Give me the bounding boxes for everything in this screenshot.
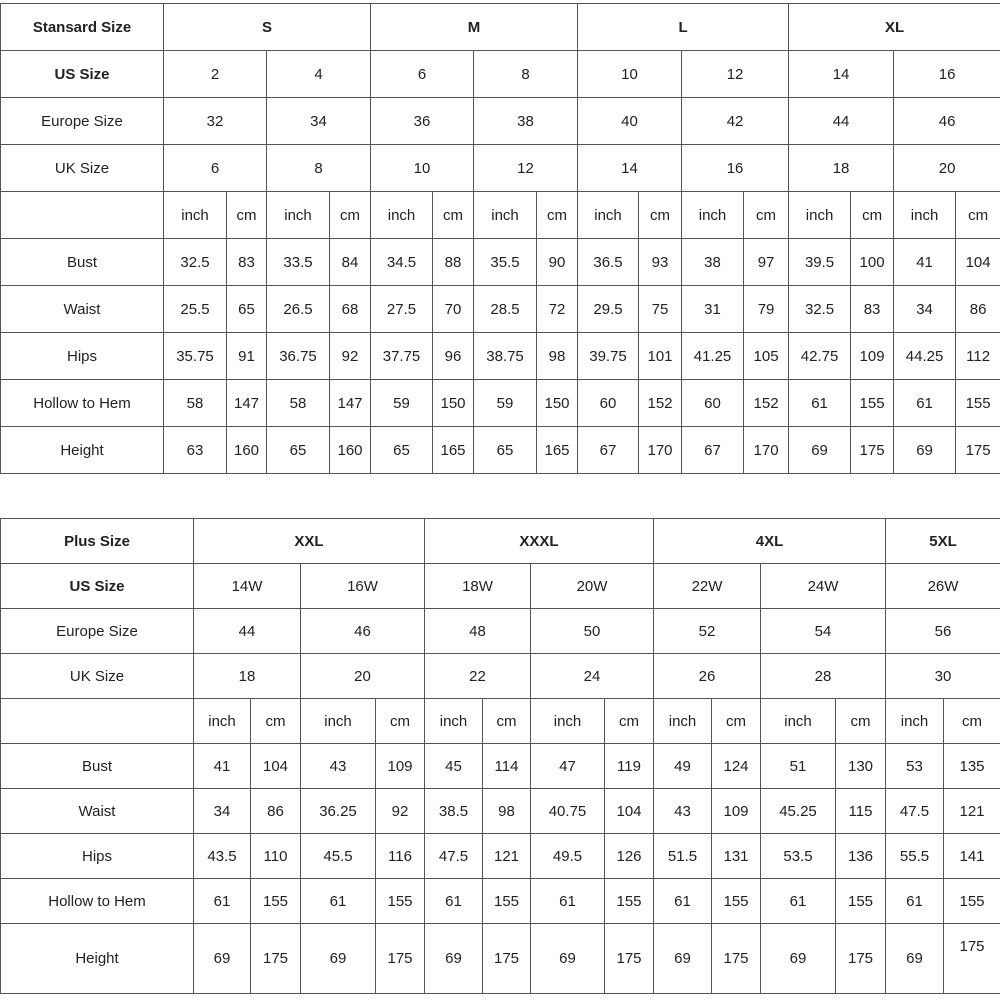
size-value: 14 xyxy=(578,145,682,192)
measurement-row xyxy=(1,924,1000,994)
measurement-value: 34.5 xyxy=(371,239,433,286)
measurement-value: 63 xyxy=(164,427,227,474)
measurement-value: 61 xyxy=(425,879,483,924)
measurement-value: 34 xyxy=(894,286,956,333)
measurement-value: 155 xyxy=(605,879,654,924)
unit-label-cm: cm xyxy=(227,192,267,239)
size-value: 44 xyxy=(789,98,894,145)
measurement-value: 69 xyxy=(301,924,376,994)
size-value: 30 xyxy=(886,654,1000,699)
size-value: 22W xyxy=(654,564,761,609)
units-row xyxy=(1,699,1000,744)
size-value: 56 xyxy=(886,609,1000,654)
row-label: US Size xyxy=(1,51,164,98)
unit-label-cm: cm xyxy=(836,699,886,744)
measurement-label: Hips xyxy=(1,333,164,380)
measurement-value: 47.5 xyxy=(886,789,944,834)
unit-label-inch: inch xyxy=(578,192,639,239)
unit-label-cm: cm xyxy=(712,699,761,744)
size-value: 26W xyxy=(886,564,1000,609)
measurement-value: 91 xyxy=(227,333,267,380)
measurement-value: 35.75 xyxy=(164,333,227,380)
measurement-row xyxy=(1,744,1000,789)
measurement-value: 59 xyxy=(474,380,537,427)
measurement-value: 61 xyxy=(894,380,956,427)
size-group-header: XXL xyxy=(194,519,425,564)
size-row xyxy=(1,145,1000,192)
measurement-value: 98 xyxy=(537,333,578,380)
size-value: 16 xyxy=(894,51,1000,98)
measurement-label: Hollow to Hem xyxy=(1,879,194,924)
size-group-header: XL xyxy=(789,4,1000,51)
row-label: UK Size xyxy=(1,654,194,699)
measurement-value: 26.5 xyxy=(267,286,330,333)
size-value: 38 xyxy=(474,98,578,145)
measurement-value: 175 xyxy=(836,924,886,994)
measurement-value: 51.5 xyxy=(654,834,712,879)
measurement-value: 42.75 xyxy=(789,333,851,380)
measurement-value: 155 xyxy=(851,380,894,427)
unit-label-cm: cm xyxy=(944,699,1000,744)
size-group-header: XXXL xyxy=(425,519,654,564)
size-row xyxy=(1,609,1000,654)
unit-label-cm: cm xyxy=(744,192,789,239)
measurement-value: 75 xyxy=(639,286,682,333)
measurement-value: 45 xyxy=(425,744,483,789)
measurement-value: 67 xyxy=(578,427,639,474)
measurement-value: 155 xyxy=(712,879,761,924)
measurement-value: 32.5 xyxy=(789,286,851,333)
measurement-value: 72 xyxy=(537,286,578,333)
measurement-value: 114 xyxy=(483,744,531,789)
measurement-value: 152 xyxy=(744,380,789,427)
measurement-value: 29.5 xyxy=(578,286,639,333)
measurement-value: 70 xyxy=(433,286,474,333)
size-value: 16W xyxy=(301,564,425,609)
measurement-value: 27.5 xyxy=(371,286,433,333)
measurement-value: 93 xyxy=(639,239,682,286)
size-value: 10 xyxy=(371,145,474,192)
measurement-value: 165 xyxy=(433,427,474,474)
unit-label-inch: inch xyxy=(894,192,956,239)
measurement-value: 147 xyxy=(227,380,267,427)
measurement-value: 43.5 xyxy=(194,834,251,879)
unit-label-cm: cm xyxy=(605,699,654,744)
measurement-value: 53.5 xyxy=(761,834,836,879)
size-value: 12 xyxy=(682,51,789,98)
size-value: 16 xyxy=(682,145,789,192)
measurement-value: 101 xyxy=(639,333,682,380)
size-row xyxy=(1,654,1000,699)
size-row xyxy=(1,98,1000,145)
size-value: 54 xyxy=(761,609,886,654)
unit-label-inch: inch xyxy=(886,699,944,744)
measurement-value: 98 xyxy=(483,789,531,834)
measurement-value: 88 xyxy=(433,239,474,286)
measurement-value: 155 xyxy=(956,380,1000,427)
measurement-value: 69 xyxy=(425,924,483,994)
size-value: 2 xyxy=(164,51,267,98)
measurement-value: 33.5 xyxy=(267,239,330,286)
plus-size-table xyxy=(0,518,1000,994)
measurement-value: 175 xyxy=(251,924,301,994)
measurement-value: 104 xyxy=(251,744,301,789)
size-group-header-row xyxy=(1,4,1000,51)
unit-label-inch: inch xyxy=(761,699,836,744)
measurement-value: 69 xyxy=(789,427,851,474)
measurement-value: 83 xyxy=(851,286,894,333)
measurement-value: 65 xyxy=(371,427,433,474)
size-value: 28 xyxy=(761,654,886,699)
measurement-value: 61 xyxy=(761,879,836,924)
blank-cell xyxy=(1,699,194,744)
measurement-value: 45.25 xyxy=(761,789,836,834)
measurement-value: 155 xyxy=(376,879,425,924)
measurement-value: 68 xyxy=(330,286,371,333)
measurement-value: 130 xyxy=(836,744,886,789)
measurement-value: 121 xyxy=(483,834,531,879)
size-value: 40 xyxy=(578,98,682,145)
measurement-value: 65 xyxy=(474,427,537,474)
measurement-value: 155 xyxy=(944,879,1000,924)
measurement-value: 38 xyxy=(682,239,744,286)
measurement-value: 155 xyxy=(251,879,301,924)
size-value: 20 xyxy=(894,145,1000,192)
unit-label-inch: inch xyxy=(654,699,712,744)
measurement-value: 51 xyxy=(761,744,836,789)
measurement-value: 36.25 xyxy=(301,789,376,834)
measurement-value: 131 xyxy=(712,834,761,879)
measurement-value: 92 xyxy=(330,333,371,380)
unit-label-inch: inch xyxy=(425,699,483,744)
unit-label-cm: cm xyxy=(639,192,682,239)
measurement-value: 175 xyxy=(851,427,894,474)
measurement-value: 36.5 xyxy=(578,239,639,286)
row-label: UK Size xyxy=(1,145,164,192)
size-value: 12 xyxy=(474,145,578,192)
measurement-value: 175 xyxy=(712,924,761,994)
measurement-value: 86 xyxy=(956,286,1000,333)
measurement-value: 32.5 xyxy=(164,239,227,286)
unit-label-inch: inch xyxy=(789,192,851,239)
measurement-label: Waist xyxy=(1,286,164,333)
size-value: 6 xyxy=(371,51,474,98)
unit-label-cm: cm xyxy=(956,192,1000,239)
measurement-value: 86 xyxy=(251,789,301,834)
size-value: 24W xyxy=(761,564,886,609)
measurement-label: Hips xyxy=(1,834,194,879)
measurement-value: 83 xyxy=(227,239,267,286)
measurement-value: 119 xyxy=(605,744,654,789)
measurement-value: 25.5 xyxy=(164,286,227,333)
size-value: 50 xyxy=(531,609,654,654)
size-value: 14W xyxy=(194,564,301,609)
size-value: 18 xyxy=(194,654,301,699)
measurement-value: 61 xyxy=(301,879,376,924)
measurement-value: 147 xyxy=(330,380,371,427)
measurement-value: 49 xyxy=(654,744,712,789)
row-label: Europe Size xyxy=(1,609,194,654)
measurement-row xyxy=(1,789,1000,834)
size-value: 22 xyxy=(425,654,531,699)
measurement-row xyxy=(1,879,1000,924)
measurement-value: 67 xyxy=(682,427,744,474)
measurement-value: 175 xyxy=(376,924,425,994)
measurement-row xyxy=(1,427,1000,474)
measurement-value: 96 xyxy=(433,333,474,380)
measurement-value: 69 xyxy=(654,924,712,994)
unit-label-inch: inch xyxy=(474,192,537,239)
measurement-value: 69 xyxy=(194,924,251,994)
measurement-value: 135 xyxy=(944,744,1000,789)
measurement-value: 150 xyxy=(537,380,578,427)
measurement-row xyxy=(1,239,1000,286)
size-value: 4 xyxy=(267,51,371,98)
measurement-value: 58 xyxy=(164,380,227,427)
units-row xyxy=(1,192,1000,239)
row-label: US Size xyxy=(1,564,194,609)
measurement-value: 92 xyxy=(376,789,425,834)
measurement-value: 55.5 xyxy=(886,834,944,879)
measurement-value: 69 xyxy=(886,924,944,994)
measurement-value: 43 xyxy=(654,789,712,834)
measurement-value: 41 xyxy=(894,239,956,286)
measurement-label: Height xyxy=(1,924,194,994)
measurement-row xyxy=(1,333,1000,380)
measurement-value: 175 xyxy=(605,924,654,994)
measurement-value: 60 xyxy=(682,380,744,427)
size-value: 10 xyxy=(578,51,682,98)
unit-label-cm: cm xyxy=(433,192,474,239)
size-group-header: 4XL xyxy=(654,519,886,564)
measurement-value: 100 xyxy=(851,239,894,286)
measurement-label: Waist xyxy=(1,789,194,834)
measurement-value: 31 xyxy=(682,286,744,333)
blank-cell xyxy=(1,192,164,239)
standard-size-table xyxy=(0,3,1000,474)
size-row xyxy=(1,51,1000,98)
size-value: 46 xyxy=(894,98,1000,145)
measurement-value: 39.75 xyxy=(578,333,639,380)
unit-label-inch: inch xyxy=(267,192,330,239)
measurement-value: 36.75 xyxy=(267,333,330,380)
measurement-value: 152 xyxy=(639,380,682,427)
measurement-value: 60 xyxy=(578,380,639,427)
measurement-value: 175 xyxy=(956,427,1000,474)
size-value: 44 xyxy=(194,609,301,654)
measurement-row xyxy=(1,834,1000,879)
size-value: 32 xyxy=(164,98,267,145)
size-group-header: M xyxy=(371,4,578,51)
unit-label-inch: inch xyxy=(164,192,227,239)
measurement-value: 69 xyxy=(761,924,836,994)
measurement-value: 59 xyxy=(371,380,433,427)
measurement-value: 61 xyxy=(654,879,712,924)
measurement-value: 47.5 xyxy=(425,834,483,879)
measurement-value: 39.5 xyxy=(789,239,851,286)
size-group-header: S xyxy=(164,4,371,51)
measurement-value: 38.5 xyxy=(425,789,483,834)
measurement-value: 37.75 xyxy=(371,333,433,380)
measurement-value: 65 xyxy=(267,427,330,474)
size-value: 26 xyxy=(654,654,761,699)
measurement-value: 105 xyxy=(744,333,789,380)
measurement-row xyxy=(1,286,1000,333)
measurement-value: 124 xyxy=(712,744,761,789)
measurement-value: 175 xyxy=(483,924,531,994)
table-header-label: Stansard Size xyxy=(1,4,164,51)
measurement-value: 112 xyxy=(956,333,1000,380)
measurement-value: 65 xyxy=(227,286,267,333)
measurement-value: 34 xyxy=(194,789,251,834)
unit-label-inch: inch xyxy=(371,192,433,239)
measurement-value: 170 xyxy=(744,427,789,474)
size-value: 42 xyxy=(682,98,789,145)
measurement-value: 28.5 xyxy=(474,286,537,333)
size-group-header: L xyxy=(578,4,789,51)
measurement-value: 155 xyxy=(483,879,531,924)
measurement-value: 38.75 xyxy=(474,333,537,380)
measurement-value: 160 xyxy=(227,427,267,474)
table-header-label: Plus Size xyxy=(1,519,194,564)
measurement-value: 53 xyxy=(886,744,944,789)
unit-label-cm: cm xyxy=(376,699,425,744)
measurement-value: 109 xyxy=(712,789,761,834)
measurement-label: Bust xyxy=(1,744,194,789)
size-value: 36 xyxy=(371,98,474,145)
measurement-value: 97 xyxy=(744,239,789,286)
size-group-header: 5XL xyxy=(886,519,1000,564)
size-value: 8 xyxy=(267,145,371,192)
unit-label-cm: cm xyxy=(330,192,371,239)
measurement-value: 61 xyxy=(886,879,944,924)
measurement-value: 47 xyxy=(531,744,605,789)
measurement-value: 165 xyxy=(537,427,578,474)
unit-label-cm: cm xyxy=(537,192,578,239)
size-row xyxy=(1,564,1000,609)
measurement-value: 175 xyxy=(944,924,1000,994)
size-value: 14 xyxy=(789,51,894,98)
measurement-value: 90 xyxy=(537,239,578,286)
measurement-value: 69 xyxy=(894,427,956,474)
measurement-value: 160 xyxy=(330,427,371,474)
measurement-value: 43 xyxy=(301,744,376,789)
unit-label-inch: inch xyxy=(531,699,605,744)
measurement-value: 45.5 xyxy=(301,834,376,879)
measurement-value: 121 xyxy=(944,789,1000,834)
unit-label-inch: inch xyxy=(682,192,744,239)
size-group-header-row xyxy=(1,519,1000,564)
measurement-value: 79 xyxy=(744,286,789,333)
measurement-value: 104 xyxy=(956,239,1000,286)
measurement-value: 110 xyxy=(251,834,301,879)
measurement-value: 61 xyxy=(531,879,605,924)
measurement-value: 136 xyxy=(836,834,886,879)
measurement-label: Hollow to Hem xyxy=(1,380,164,427)
unit-label-inch: inch xyxy=(194,699,251,744)
measurement-row xyxy=(1,380,1000,427)
measurement-label: Bust xyxy=(1,239,164,286)
measurement-value: 61 xyxy=(194,879,251,924)
measurement-value: 109 xyxy=(376,744,425,789)
size-value: 8 xyxy=(474,51,578,98)
size-value: 20W xyxy=(531,564,654,609)
measurement-value: 126 xyxy=(605,834,654,879)
measurement-value: 41.25 xyxy=(682,333,744,380)
measurement-value: 40.75 xyxy=(531,789,605,834)
size-value: 46 xyxy=(301,609,425,654)
size-value: 34 xyxy=(267,98,371,145)
measurement-value: 44.25 xyxy=(894,333,956,380)
measurement-value: 61 xyxy=(789,380,851,427)
measurement-value: 58 xyxy=(267,380,330,427)
measurement-value: 115 xyxy=(836,789,886,834)
measurement-value: 116 xyxy=(376,834,425,879)
measurement-value: 49.5 xyxy=(531,834,605,879)
measurement-label: Height xyxy=(1,427,164,474)
measurement-value: 104 xyxy=(605,789,654,834)
size-value: 18W xyxy=(425,564,531,609)
size-value: 20 xyxy=(301,654,425,699)
measurement-value: 84 xyxy=(330,239,371,286)
measurement-value: 150 xyxy=(433,380,474,427)
size-value: 52 xyxy=(654,609,761,654)
unit-label-cm: cm xyxy=(483,699,531,744)
measurement-value: 41 xyxy=(194,744,251,789)
size-value: 24 xyxy=(531,654,654,699)
measurement-value: 35.5 xyxy=(474,239,537,286)
measurement-value: 141 xyxy=(944,834,1000,879)
size-value: 48 xyxy=(425,609,531,654)
size-value: 6 xyxy=(164,145,267,192)
unit-label-inch: inch xyxy=(301,699,376,744)
row-label: Europe Size xyxy=(1,98,164,145)
unit-label-cm: cm xyxy=(851,192,894,239)
size-value: 18 xyxy=(789,145,894,192)
measurement-value: 69 xyxy=(531,924,605,994)
measurement-value: 155 xyxy=(836,879,886,924)
measurement-value: 170 xyxy=(639,427,682,474)
unit-label-cm: cm xyxy=(251,699,301,744)
measurement-value: 109 xyxy=(851,333,894,380)
